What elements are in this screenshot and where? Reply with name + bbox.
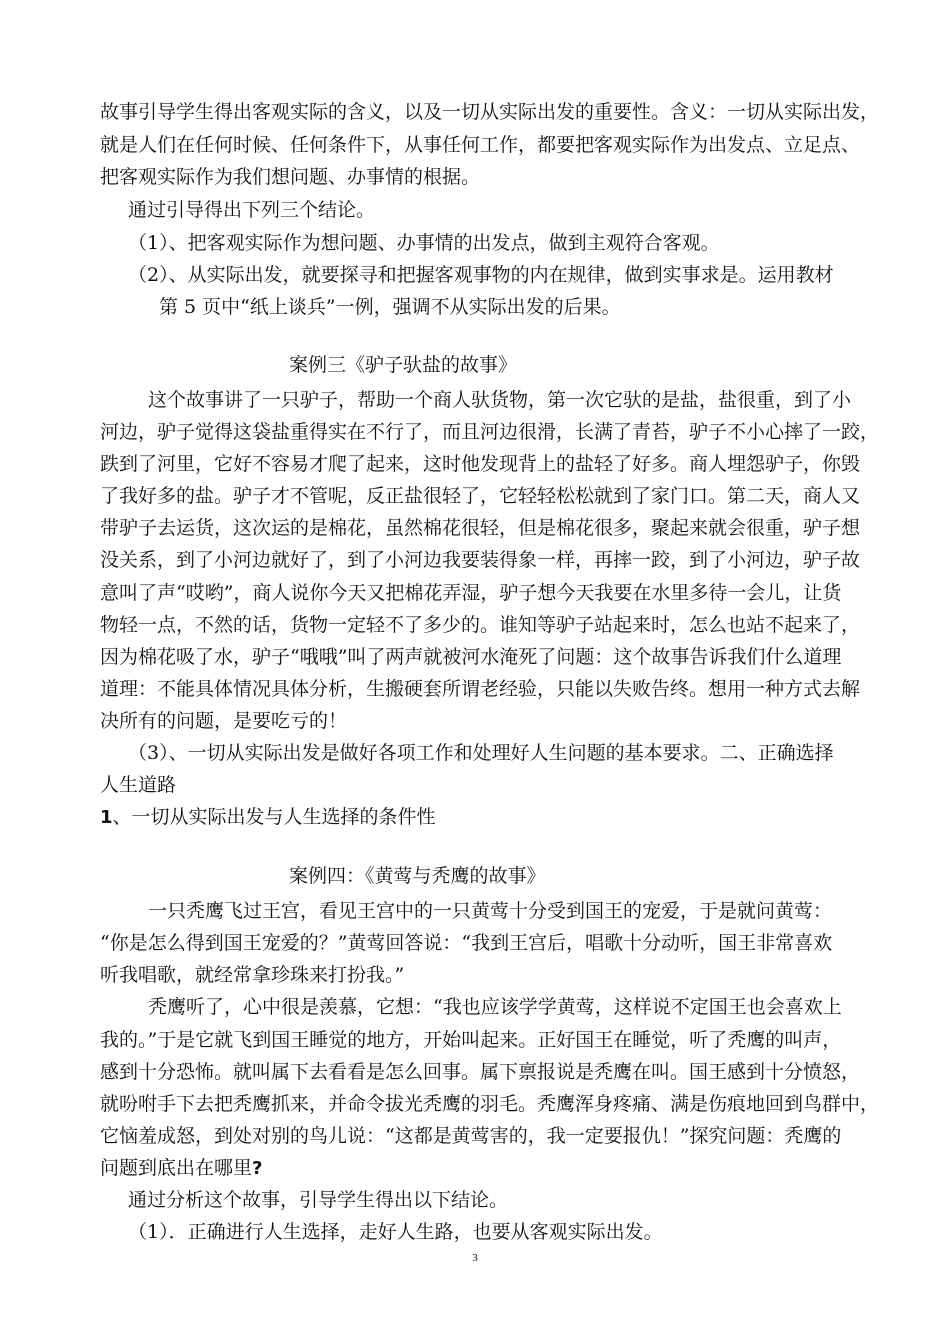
case4-line: 它恼羞成怒，到处对别的鸟儿说：“这都是黄莺害的，我一定要报仇！”探究问题：秃鹰的 xyxy=(100,1125,842,1147)
conclusion-3: （3）、一切从实际出发是做好各项工作和处理好人生问题的基本要求。二、正确选择 xyxy=(128,742,834,764)
case3-line: 道理：不能具体情况具体分析，生搬硬套所谓老经验，只能以失败告终。想用一种方式去解 xyxy=(100,678,861,700)
conclusion-2-continued: 第 5 页中“纸上谈兵”一例，强调不从实际出发的后果。 xyxy=(159,296,621,318)
case3-line: 带驴子去运货，这次运的是棉花，虽然棉花很轻，但是棉花很多，聚起来就会很重，驴子想 xyxy=(100,517,861,539)
paragraph-line: 通过引导得出下列三个结论。 xyxy=(128,199,376,221)
case4-title: 案例四：《黄莺与秃鹰的故事》 xyxy=(289,865,546,887)
case4-line: 一只秃鹰飞过王宫，看见王宫中的一只黄莺十分受到国王的宠爱，于是就问黄莺： xyxy=(148,900,833,922)
case4-line: 秃鹰听了，心中很是羡慕，它想：“我也应该学学黄莺，这样说不定国王也会喜欢上 xyxy=(148,996,842,1018)
paragraph-line: 就是人们在任何时候、任何条件下，从事任何工作，都要把客观实际作为出发点、立足点、 xyxy=(100,134,861,156)
case4-line: 就吩咐手下去把秃鹰抓来，并命令拔光秃鹰的羽毛。秃鹰浑身疼痛、满是伤痕地回到鸟群中， xyxy=(100,1093,880,1115)
case3-line: 决所有的问题，是要吃亏的！ xyxy=(100,710,348,732)
question-text: 问题到底出在哪里 xyxy=(100,1157,253,1179)
case3-line: 物轻一点，不然的话，货物一定轻不了多少的。谁知等驴子站起来时，怎么也站不起来了， xyxy=(100,614,861,636)
case4-line: 通过分析这个故事，引导学生得出以下结论。 xyxy=(128,1189,509,1211)
case4-line: 感到十分恐怖。就叫属下去看看是怎么回事。属下禀报说是秃鹰在叫。国王感到十分愤怒， xyxy=(100,1061,861,1083)
case3-title: 案例三《驴子驮盐的故事》 xyxy=(289,354,518,376)
conclusion-2: （2）、从实际出发，就要探寻和把握客观事物的内在规律，做到实事求是。运用教材 xyxy=(128,264,834,286)
case3-line: 意叫了声“哎哟”，商人说你今天又把棉花弄湿，驴子想今天我要在水里多待一会儿，让货 xyxy=(100,582,842,604)
case3-line: 因为棉花吸了水，驴子“哦哦”叫了两声就被河水淹死了问题：这个故事告诉我们什么道理 xyxy=(100,646,842,668)
conclusion-1: （1）、把客观实际作为想问题、办事情的出发点，做到主观符合客观。 xyxy=(128,232,720,254)
case3-line: 了我好多的盐。驴子才不管呢，反正盐很轻了，它轻轻松松就到了家门口。第二天，商人又 xyxy=(100,485,861,507)
case4-line: 我的。”于是它就飞到国王睡觉的地方，开始叫起来。正好国王在睡觉，听了秃鹰的叫声， xyxy=(100,1029,842,1051)
case3-line: 这个故事讲了一只驴子，帮助一个商人驮货物，第一次它驮的是盐，盐很重，到了小 xyxy=(148,389,852,411)
question-mark: ? xyxy=(252,1158,263,1179)
case4-line: 听我唱歌，就经常拿珍珠来打扮我。” xyxy=(100,964,405,986)
conclusion-3-continued: 人生道路 xyxy=(100,774,177,796)
case3-line: 没关系，到了小河边就好了，到了小河边我要装得象一样，再摔一跤，到了小河边，驴子故 xyxy=(100,549,861,571)
case3-line: 跌到了河里，它好不容易才爬了起来，这时他发现背上的盐轻了好多。商人埋怨驴子，你毁 xyxy=(100,453,861,475)
section-heading xyxy=(100,804,436,831)
paragraph-line: 故事引导学生得出客观实际的含义，以及一切从实际出发的重要性。含义：一切从实际出发， xyxy=(100,101,880,123)
paragraph-line: 把客观实际作为我们想问题、办事情的根据。 xyxy=(100,166,481,188)
page-number: 3 xyxy=(472,1252,478,1264)
section-number: 1 xyxy=(100,807,113,828)
case4-line: “你是怎么得到国王宠爱的？”黄莺回答说：“我到王宫后，唱歌十分动听，国王非常喜欢 xyxy=(100,932,833,954)
case3-line: 河边，驴子觉得这袋盐重得实在不行了，而且河边很滑，长满了青苔，驴子不小心摔了一跤， xyxy=(100,421,880,443)
case4-question xyxy=(100,1155,262,1182)
case4-conclusion-1: （1）．正确进行人生选择，走好人生路，也要从客观实际出发。 xyxy=(128,1221,663,1243)
section-title: 、一切从实际出发与人生选择的条件性 xyxy=(112,806,436,828)
